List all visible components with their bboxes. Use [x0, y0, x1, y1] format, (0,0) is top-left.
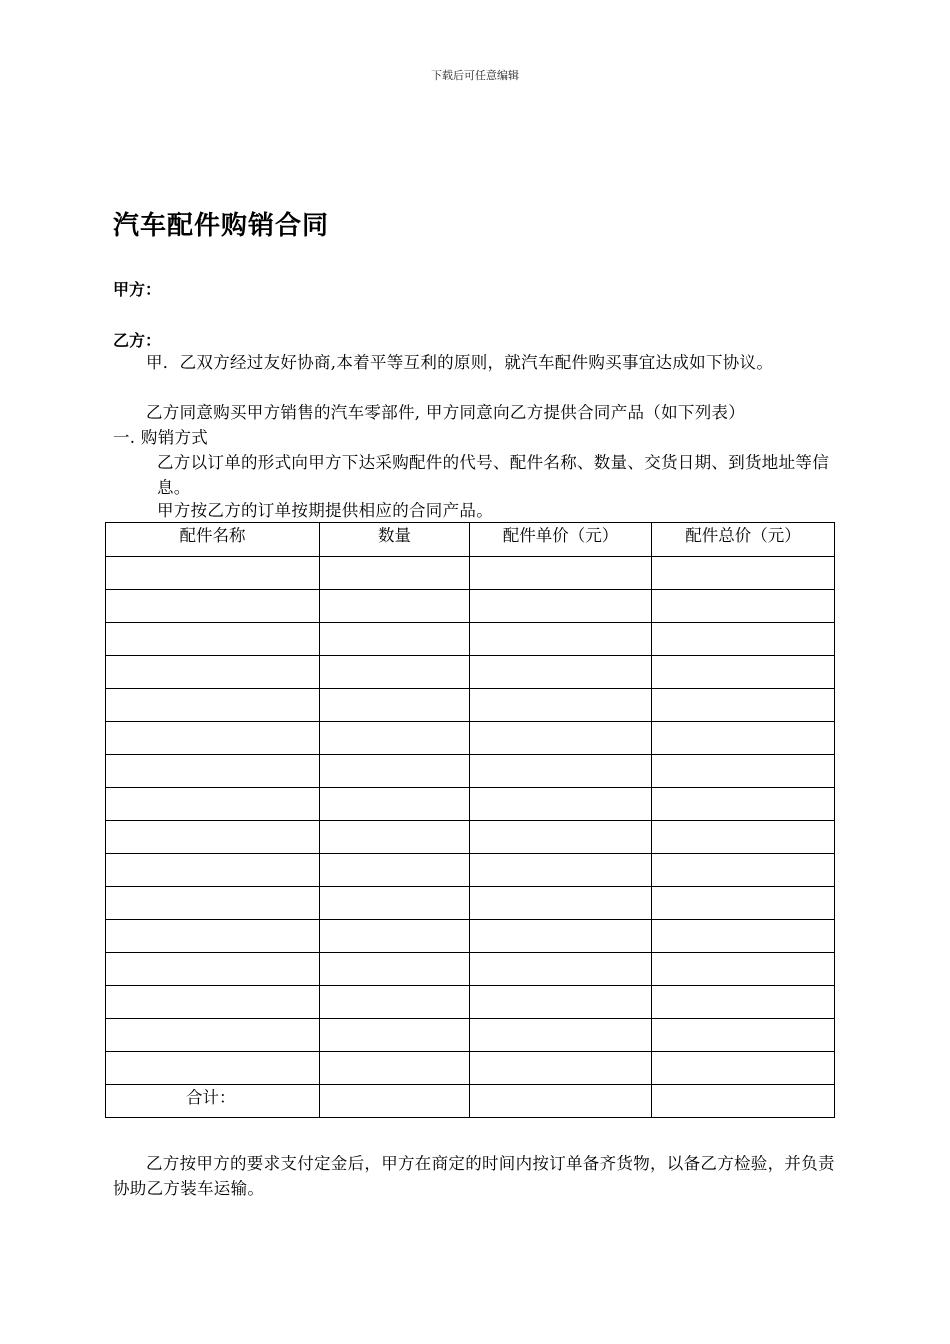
table-cell [470, 590, 652, 623]
total-label: 合计： [106, 1085, 320, 1118]
table-row [106, 557, 835, 590]
table-cell [470, 986, 652, 1019]
table-cell [470, 887, 652, 920]
table-cell [652, 854, 835, 887]
column-header-part-name: 配件名称 [106, 523, 320, 557]
table-cell [320, 590, 470, 623]
table-cell [470, 1085, 652, 1118]
agreement-paragraph: 乙方同意购买甲方销售的汽车零部件, 甲方同意向乙方提供合同产品（如下列表） [146, 403, 746, 422]
table-cell [320, 689, 470, 722]
table-cell [106, 1052, 320, 1085]
table-cell [106, 689, 320, 722]
table-cell [106, 557, 320, 590]
table-cell [106, 656, 320, 689]
table-row [106, 821, 835, 854]
table-cell [652, 953, 835, 986]
table-cell [320, 755, 470, 788]
table-cell [652, 1019, 835, 1052]
table-cell [652, 689, 835, 722]
table-cell [106, 722, 320, 755]
table-cell [320, 1085, 470, 1118]
table-cell [652, 590, 835, 623]
table-row [106, 689, 835, 722]
table-cell [470, 821, 652, 854]
intro-paragraph: 甲．乙双方经过友好协商,本着平等互利的原则，就汽车配件购买事宜达成如下协议。 [146, 353, 774, 372]
table-cell [320, 656, 470, 689]
table-cell [652, 920, 835, 953]
table-cell [470, 623, 652, 656]
table-cell [106, 788, 320, 821]
table-cell [320, 1052, 470, 1085]
table-cell [652, 1052, 835, 1085]
table-cell [106, 623, 320, 656]
table-row [106, 788, 835, 821]
table-cell [320, 953, 470, 986]
section-1-paragraph-1: 乙方以订单的形式向甲方下达采购配件的代号、配件名称、数量、交货日期、到货地址等信息。 [157, 453, 829, 497]
table-cell [470, 1052, 652, 1085]
table-cell [320, 788, 470, 821]
table-cell [106, 920, 320, 953]
table-row [106, 986, 835, 1019]
table-cell [652, 755, 835, 788]
table-cell [470, 920, 652, 953]
column-header-total-price: 配件总价（元） [652, 523, 835, 557]
table-cell [470, 1019, 652, 1052]
table-cell [106, 854, 320, 887]
table-cell [652, 1085, 835, 1118]
table-cell [106, 953, 320, 986]
table-cell [470, 689, 652, 722]
table-cell [652, 788, 835, 821]
table-cell [106, 1019, 320, 1052]
table-cell [320, 920, 470, 953]
table-cell [652, 821, 835, 854]
closing-paragraph: 乙方按甲方的要求支付定金后，甲方在商定的时间内按订单备齐货物，以备乙方检验，并负责协助乙方装车运输。 [113, 1154, 835, 1198]
table-cell [470, 788, 652, 821]
column-header-unit-price: 配件单价（元） [470, 523, 652, 557]
party-a-label: 甲方： [113, 280, 162, 299]
table-row [106, 1052, 835, 1085]
table-row [106, 755, 835, 788]
table-cell [652, 557, 835, 590]
table-cell [470, 953, 652, 986]
table-cell [106, 755, 320, 788]
table-cell [320, 887, 470, 920]
table-row [106, 722, 835, 755]
table-cell [106, 821, 320, 854]
table-row [106, 656, 835, 689]
table-cell [470, 755, 652, 788]
table-cell [320, 623, 470, 656]
table-cell [320, 821, 470, 854]
table-cell [470, 854, 652, 887]
column-header-quantity: 数量 [320, 523, 470, 557]
table-total-row [106, 1085, 835, 1118]
table-cell [652, 986, 835, 1019]
table-cell [320, 722, 470, 755]
table-cell [470, 656, 652, 689]
table-row [106, 920, 835, 953]
table-cell [320, 986, 470, 1019]
table-cell [320, 557, 470, 590]
table-row [106, 590, 835, 623]
table-row [106, 623, 835, 656]
party-b-label: 乙方： [113, 331, 162, 350]
table-cell [652, 722, 835, 755]
table-row [106, 1019, 835, 1052]
table-cell [320, 1019, 470, 1052]
header-note: 下载后可任意编辑 [431, 69, 519, 82]
table-body [106, 557, 835, 1118]
section-1-heading: 一. 购销方式 [113, 428, 209, 447]
parts-table [105, 522, 835, 1118]
table-cell [106, 590, 320, 623]
table-row [106, 887, 835, 920]
table-row [106, 953, 835, 986]
document-title: 汽车配件购销合同 [113, 211, 330, 241]
table-cell [652, 887, 835, 920]
table-row [106, 854, 835, 887]
table-cell [652, 656, 835, 689]
table-cell [106, 887, 320, 920]
table-header-row [106, 523, 835, 557]
table-cell [470, 557, 652, 590]
table-cell [652, 623, 835, 656]
section-1-paragraph-2: 甲方按乙方的订单按期提供相应的合同产品。 [157, 501, 493, 520]
table-cell [470, 722, 652, 755]
table-cell [106, 986, 320, 1019]
table-cell [320, 854, 470, 887]
